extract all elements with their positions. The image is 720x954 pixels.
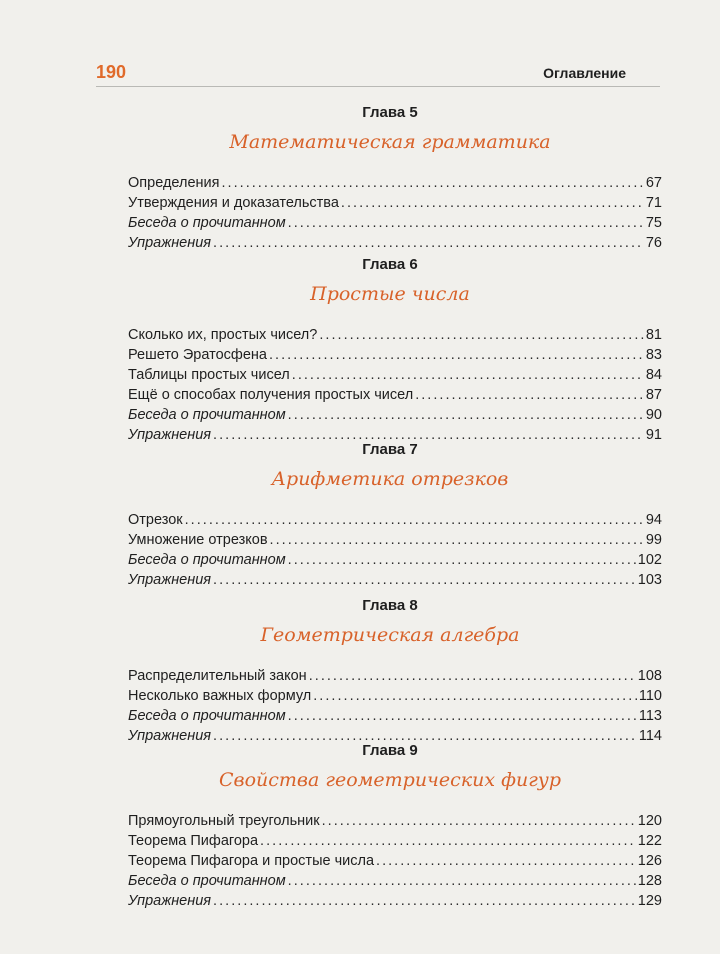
toc-entry[interactable]	[128, 811, 662, 831]
toc-entry-title: Определения	[128, 175, 220, 191]
toc-entry-title: Ещё о способах получения простых чисел	[128, 387, 414, 403]
dot-leader	[313, 686, 637, 706]
toc-list	[128, 325, 662, 445]
toc-entry-title: Упражнения	[128, 427, 212, 443]
toc-entry[interactable]	[128, 365, 662, 385]
dot-leader	[309, 666, 636, 686]
toc-list	[128, 173, 662, 253]
dot-leader	[213, 891, 636, 911]
dot-leader	[376, 851, 636, 871]
toc-entry-page: 102	[637, 552, 662, 568]
dot-leader	[288, 405, 644, 425]
toc-entry[interactable]	[128, 706, 662, 726]
toc-entry[interactable]	[128, 173, 662, 193]
header-rule	[96, 86, 660, 87]
toc-entry-title: Беседа о прочитанном	[128, 708, 286, 724]
chapter-section	[128, 440, 662, 590]
toc-entry-page: 114	[638, 728, 662, 744]
toc-list	[128, 666, 662, 746]
toc-list	[128, 811, 662, 911]
toc-entry[interactable]	[128, 233, 662, 253]
toc-entry[interactable]	[128, 193, 662, 213]
toc-entry-title: Упражнения	[128, 728, 212, 744]
dot-leader	[288, 706, 637, 726]
toc-entry-title: Теорема Пифагора	[128, 833, 259, 849]
toc-entry-page: 91	[645, 427, 662, 443]
chapter-label: Глава 6	[362, 256, 418, 273]
dot-leader	[185, 510, 644, 530]
toc-entry-page: 120	[637, 813, 662, 829]
dot-leader	[341, 193, 644, 213]
toc-entry-title: Упражнения	[128, 572, 212, 588]
toc-entry-title: Беседа о прочитанном	[128, 215, 286, 231]
toc-entry-page: 94	[645, 512, 662, 528]
chapter-title: Математическая грамматика	[229, 131, 551, 153]
chapter-label: Глава 9	[362, 742, 418, 759]
toc-entry-page: 81	[645, 327, 662, 343]
toc-entry-page: 126	[637, 853, 662, 869]
toc-entry-title: Распределительный закон	[128, 668, 307, 684]
toc-entry[interactable]	[128, 831, 662, 851]
toc-entry-title: Решето Эратосфена	[128, 347, 267, 363]
toc-entry[interactable]	[128, 213, 662, 233]
toc-entry[interactable]	[128, 385, 662, 405]
dot-leader	[213, 233, 644, 253]
toc-entry-page: 110	[638, 688, 662, 704]
page-header	[96, 62, 626, 84]
toc-entry-title: Теорема Пифагора и простые числа	[128, 853, 375, 869]
toc-entry-page: 83	[645, 347, 662, 363]
dot-leader	[415, 385, 644, 405]
toc-entry[interactable]	[128, 345, 662, 365]
dot-leader	[269, 345, 644, 365]
toc-entry[interactable]	[128, 405, 662, 425]
toc-list	[128, 510, 662, 590]
dot-leader	[221, 173, 643, 193]
chapter-title: Геометрическая алгебра	[260, 624, 520, 646]
chapter-label: Глава 8	[362, 597, 418, 614]
toc-entry-page: 71	[645, 195, 662, 211]
toc-entry-title: Таблицы простых чисел	[128, 367, 290, 383]
toc-entry-title: Утверждения и доказательства	[128, 195, 339, 211]
toc-entry[interactable]	[128, 871, 662, 891]
toc-entry[interactable]	[128, 686, 662, 706]
dot-leader	[260, 831, 636, 851]
toc-entry[interactable]	[128, 851, 662, 871]
toc-entry-title: Беседа о прочитанном	[128, 407, 286, 423]
page-number: 190	[96, 62, 127, 82]
toc-entry-title: Прямоугольный треугольник	[128, 813, 320, 829]
toc-entry-page: 67	[645, 175, 662, 191]
chapter-title: Арифметика отрезков	[271, 468, 509, 490]
toc-entry-page: 99	[645, 532, 662, 548]
toc-entry-title: Упражнения	[128, 235, 212, 251]
dot-leader	[319, 325, 644, 345]
toc-entry-page: 122	[637, 833, 662, 849]
section-title: Оглавление	[543, 65, 626, 81]
dot-leader	[288, 871, 636, 891]
toc-entry[interactable]	[128, 550, 662, 570]
toc-entry-page: 90	[645, 407, 662, 423]
toc-entry-title: Беседа о прочитанном	[128, 552, 286, 568]
toc-entry-page: 87	[645, 387, 662, 403]
dot-leader	[213, 570, 636, 590]
toc-entry-title: Упражнения	[128, 893, 212, 909]
toc-entry-title: Отрезок	[128, 512, 183, 528]
dot-leader	[322, 811, 636, 831]
toc-entry-page: 75	[645, 215, 662, 231]
chapter-label: Глава 7	[362, 441, 418, 458]
dot-leader	[288, 550, 636, 570]
toc-entry-page: 103	[637, 572, 662, 588]
toc-entry-page: 113	[638, 708, 662, 724]
toc-entry[interactable]	[128, 570, 662, 590]
chapter-section	[128, 741, 662, 911]
toc-entry-title: Несколько важных формул	[128, 688, 312, 704]
chapter-title: Свойства геометрических фигур	[219, 769, 561, 791]
toc-entry-page: 76	[645, 235, 662, 251]
toc-entry-title: Умножение отрезков	[128, 532, 268, 548]
toc-entry[interactable]	[128, 510, 662, 530]
toc-entry[interactable]	[128, 530, 662, 550]
chapter-section	[128, 596, 662, 746]
dot-leader	[288, 213, 644, 233]
toc-entry-title: Сколько их, простых чисел?	[128, 327, 318, 343]
toc-entry[interactable]	[128, 325, 662, 345]
toc-entry-page: 84	[645, 367, 662, 383]
toc-entry-page: 128	[637, 873, 662, 889]
chapter-title: Простые числа	[310, 283, 470, 305]
toc-entry[interactable]	[128, 666, 662, 686]
dot-leader	[292, 365, 644, 385]
toc-entry-page: 108	[637, 668, 662, 684]
toc-entry-page: 129	[637, 893, 662, 909]
chapter-section	[128, 255, 662, 445]
toc-entry[interactable]	[128, 891, 662, 911]
dot-leader	[270, 530, 644, 550]
chapter-section	[128, 103, 662, 253]
toc-entry-title: Беседа о прочитанном	[128, 873, 286, 889]
chapter-label: Глава 5	[362, 104, 418, 121]
